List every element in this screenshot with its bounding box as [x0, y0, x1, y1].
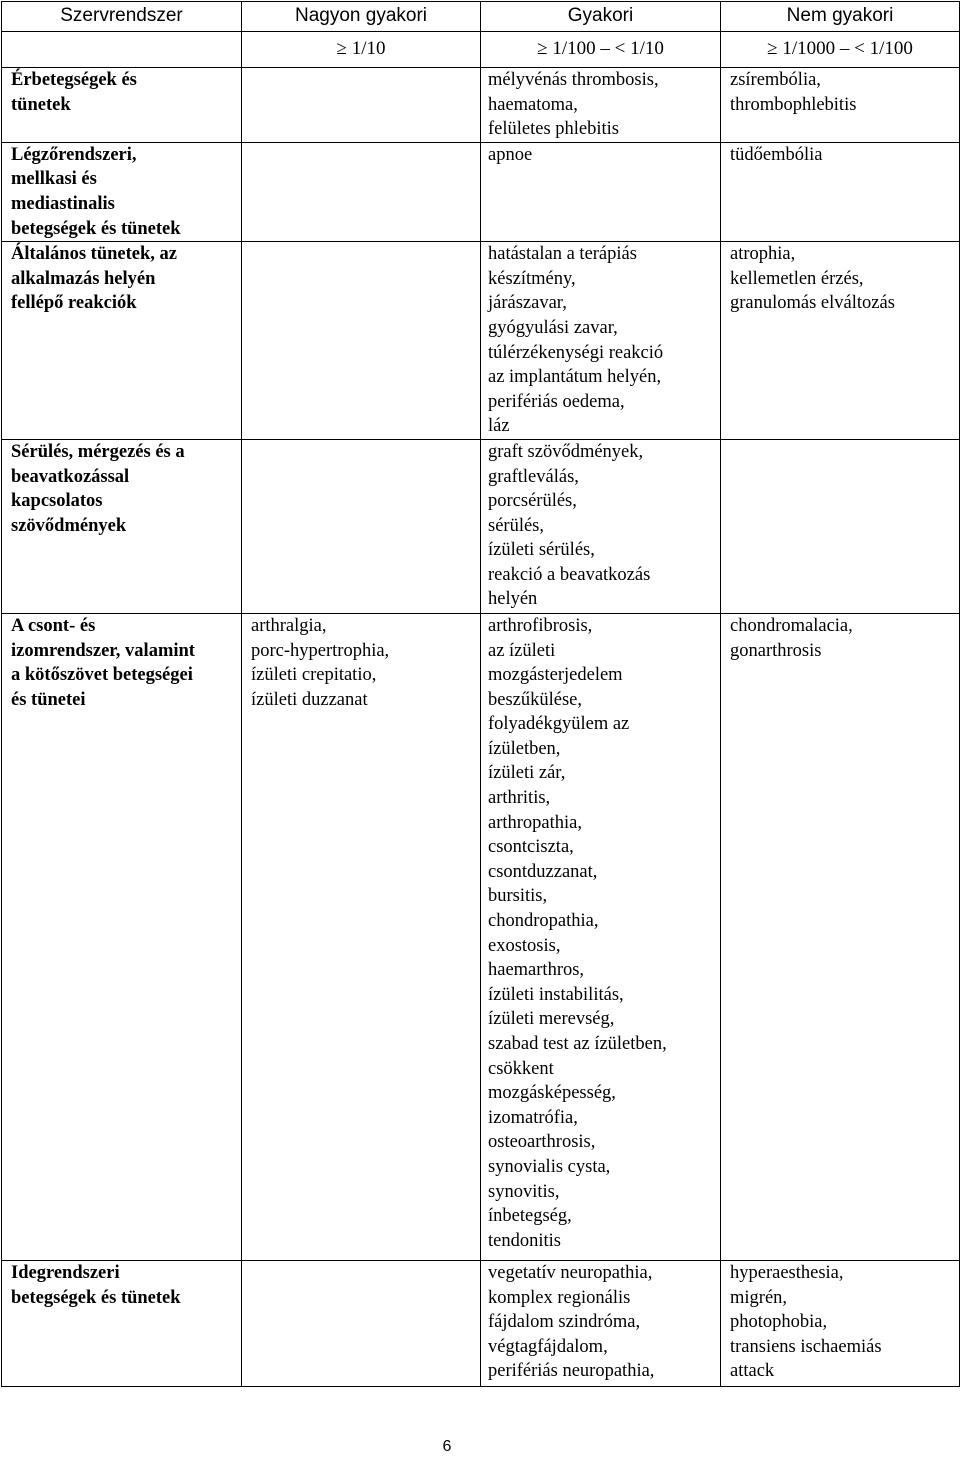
- header-very-common: Nagyon gyakori: [242, 2, 481, 32]
- common-cell: [481, 613, 721, 1260]
- table-row: [2, 142, 960, 241]
- cell-line: perifériás neuropathia,: [488, 1361, 655, 1382]
- cell-line: kapcsolatos: [11, 491, 103, 512]
- cell-line: graft szövődmények,: [488, 441, 644, 462]
- cell-line: izomatrófia,: [488, 1107, 578, 1128]
- cell-line: osteoarthrosis,: [488, 1132, 596, 1153]
- cell-line: gyógyulási zavar,: [488, 317, 618, 338]
- cell-line: betegségek és tünetek: [11, 218, 181, 239]
- cell-line: attack: [730, 1361, 775, 1382]
- common-cell: [481, 1260, 721, 1386]
- cell-line: atrophia,: [730, 244, 796, 265]
- cell-line: ízületi merevség,: [488, 1009, 615, 1030]
- adverse-reactions-table: [1, 1, 960, 1387]
- cell-line: ízületi instabilitás,: [488, 984, 624, 1005]
- cell-line: tüdőembólia: [730, 144, 823, 165]
- cell-line: hyperaesthesia,: [730, 1262, 844, 1283]
- organ-system-cell: [2, 68, 242, 143]
- cell-line: csökkent: [488, 1058, 554, 1079]
- very-common-cell: [242, 613, 481, 1260]
- uncommon-cell: [721, 439, 960, 613]
- cell-line: csontciszta,: [488, 837, 574, 858]
- uncommon-cell: [721, 613, 960, 1260]
- cell-line: Idegrendszeri: [11, 1262, 120, 1283]
- very-common-cell: [242, 242, 481, 440]
- cell-line: ízületi zár,: [488, 763, 566, 784]
- very-common-cell: [242, 142, 481, 241]
- cell-line: a kötőszövet betegségei: [11, 665, 193, 686]
- very-common-cell: [242, 68, 481, 143]
- header-common: Gyakori: [481, 2, 721, 32]
- cell-line: A csont- és: [11, 615, 96, 636]
- cell-line: synovitis,: [488, 1181, 560, 1202]
- uncommon-cell: [721, 68, 960, 143]
- table-row: [2, 68, 960, 143]
- cell-line: Érbetegségek és: [11, 70, 137, 90]
- cell-line: szövődmények: [11, 515, 127, 536]
- table-row: [2, 1260, 960, 1386]
- table-row: [2, 439, 960, 613]
- cell-line: thrombophlebitis: [730, 94, 857, 115]
- cell-line: beszűkülése,: [488, 689, 583, 710]
- cell-line: arthropathia,: [488, 812, 582, 833]
- cell-line: arthralgia,: [251, 615, 327, 636]
- frequency-common: ≥ 1/100 – < 1/10: [481, 32, 721, 68]
- cell-line: gonarthrosis: [730, 640, 822, 661]
- cell-line: transiens ischaemiás: [730, 1336, 882, 1357]
- cell-line: haematoma,: [488, 94, 578, 115]
- cell-line: túlérzékenységi reakció: [488, 342, 664, 363]
- cell-line: az implantátum helyén,: [488, 367, 662, 388]
- cell-line: ízületi duzzanat: [251, 689, 368, 710]
- cell-line: és tünetei: [11, 689, 86, 710]
- cell-line: perifériás oedema,: [488, 391, 625, 412]
- cell-line: kellemetlen érzés,: [730, 268, 864, 289]
- cell-line: izomrendszer, valamint: [11, 640, 195, 661]
- cell-line: synovialis cysta,: [488, 1156, 611, 1177]
- cell-line: helyén: [488, 589, 538, 610]
- cell-line: graftleválás,: [488, 466, 579, 487]
- cell-line: készítmény,: [488, 268, 576, 289]
- cell-line: hatástalan a terápiás: [488, 244, 637, 265]
- cell-line: Általános tünetek, az: [11, 244, 177, 265]
- uncommon-cell: [721, 1260, 960, 1386]
- cell-line: photophobia,: [730, 1312, 828, 1333]
- cell-line: folyadékgyülem az: [488, 714, 630, 735]
- page-number: 6: [442, 1438, 452, 1455]
- header-uncommon: Nem gyakori: [721, 2, 960, 32]
- cell-line: arthritis,: [488, 788, 551, 809]
- uncommon-cell: [721, 142, 960, 241]
- cell-line: mediastinalis: [11, 193, 115, 214]
- cell-line: chondropathia,: [488, 911, 599, 932]
- cell-line: láz: [488, 416, 510, 437]
- cell-line: fellépő reakciók: [11, 293, 137, 314]
- frequency-row: [2, 32, 960, 68]
- organ-system-cell: [2, 1260, 242, 1386]
- cell-line: arthrofibrosis,: [488, 615, 593, 636]
- table-body: [2, 68, 960, 1387]
- cell-line: sérülés,: [488, 515, 544, 536]
- cell-line: chondromalacia,: [730, 615, 853, 636]
- cell-line: granulomás elváltozás: [730, 293, 895, 314]
- cell-line: szabad test az ízületben,: [488, 1034, 667, 1054]
- cell-line: apnoe: [488, 144, 533, 165]
- cell-line: mozgásterjedelem: [488, 665, 623, 686]
- cell-line: mellkasi és: [11, 169, 97, 190]
- cell-line: zsírembólia,: [730, 70, 821, 90]
- cell-line: végtagfájdalom,: [488, 1336, 608, 1357]
- cell-line: porcsérülés,: [488, 491, 577, 512]
- table-row: [2, 613, 960, 1260]
- cell-line: haemarthros,: [488, 960, 585, 981]
- cell-line: porc-hypertrophia,: [251, 640, 390, 661]
- cell-line: betegségek és tünetek: [11, 1287, 181, 1308]
- cell-line: tünetek: [11, 94, 71, 115]
- cell-line: ízületi crepitatio,: [251, 665, 377, 686]
- organ-system-cell: [2, 439, 242, 613]
- cell-line: ízületben,: [488, 738, 561, 759]
- cell-line: felületes phlebitis: [488, 119, 620, 140]
- common-cell: [481, 142, 721, 241]
- frequency-very-common: ≥ 1/10: [242, 32, 481, 68]
- cell-line: beavatkozással: [11, 466, 130, 487]
- common-cell: [481, 439, 721, 613]
- organ-system-cell: [2, 242, 242, 440]
- cell-line: csontduzzanat,: [488, 861, 598, 882]
- cell-line: Sérülés, mérgezés és a: [11, 441, 185, 462]
- cell-line: mozgásképesség,: [488, 1083, 616, 1104]
- cell-line: migrén,: [730, 1287, 788, 1308]
- cell-line: mélyvénás thrombosis,: [488, 70, 659, 90]
- common-cell: [481, 242, 721, 440]
- frequency-uncommon: ≥ 1/1000 – < 1/100: [721, 32, 960, 68]
- cell-line: az ízületi: [488, 640, 556, 661]
- organ-system-cell: [2, 613, 242, 1260]
- cell-line: alkalmazás helyén: [11, 268, 156, 289]
- very-common-cell: [242, 1260, 481, 1386]
- cell-line: exostosis,: [488, 935, 561, 956]
- cell-line: járászavar,: [488, 293, 567, 314]
- cell-line: Légzőrendszeri,: [11, 144, 137, 165]
- table-row: [2, 242, 960, 440]
- cell-line: reakció a beavatkozás: [488, 564, 651, 585]
- table-header-row: [2, 2, 960, 32]
- very-common-cell: [242, 439, 481, 613]
- cell-line: komplex regionális: [488, 1287, 631, 1308]
- cell-line: ízületi sérülés,: [488, 540, 595, 561]
- cell-line: tendonitis: [488, 1230, 561, 1251]
- common-cell: [481, 68, 721, 143]
- organ-system-cell: [2, 142, 242, 241]
- uncommon-cell: [721, 242, 960, 440]
- cell-line: ínbetegség,: [488, 1206, 572, 1227]
- cell-line: bursitis,: [488, 886, 548, 907]
- header-organ-system: Szervrendszer: [2, 2, 242, 32]
- frequency-organ-empty: [2, 32, 242, 68]
- cell-line: fájdalom szindróma,: [488, 1312, 641, 1333]
- cell-line: vegetatív neuropathia,: [488, 1262, 653, 1283]
